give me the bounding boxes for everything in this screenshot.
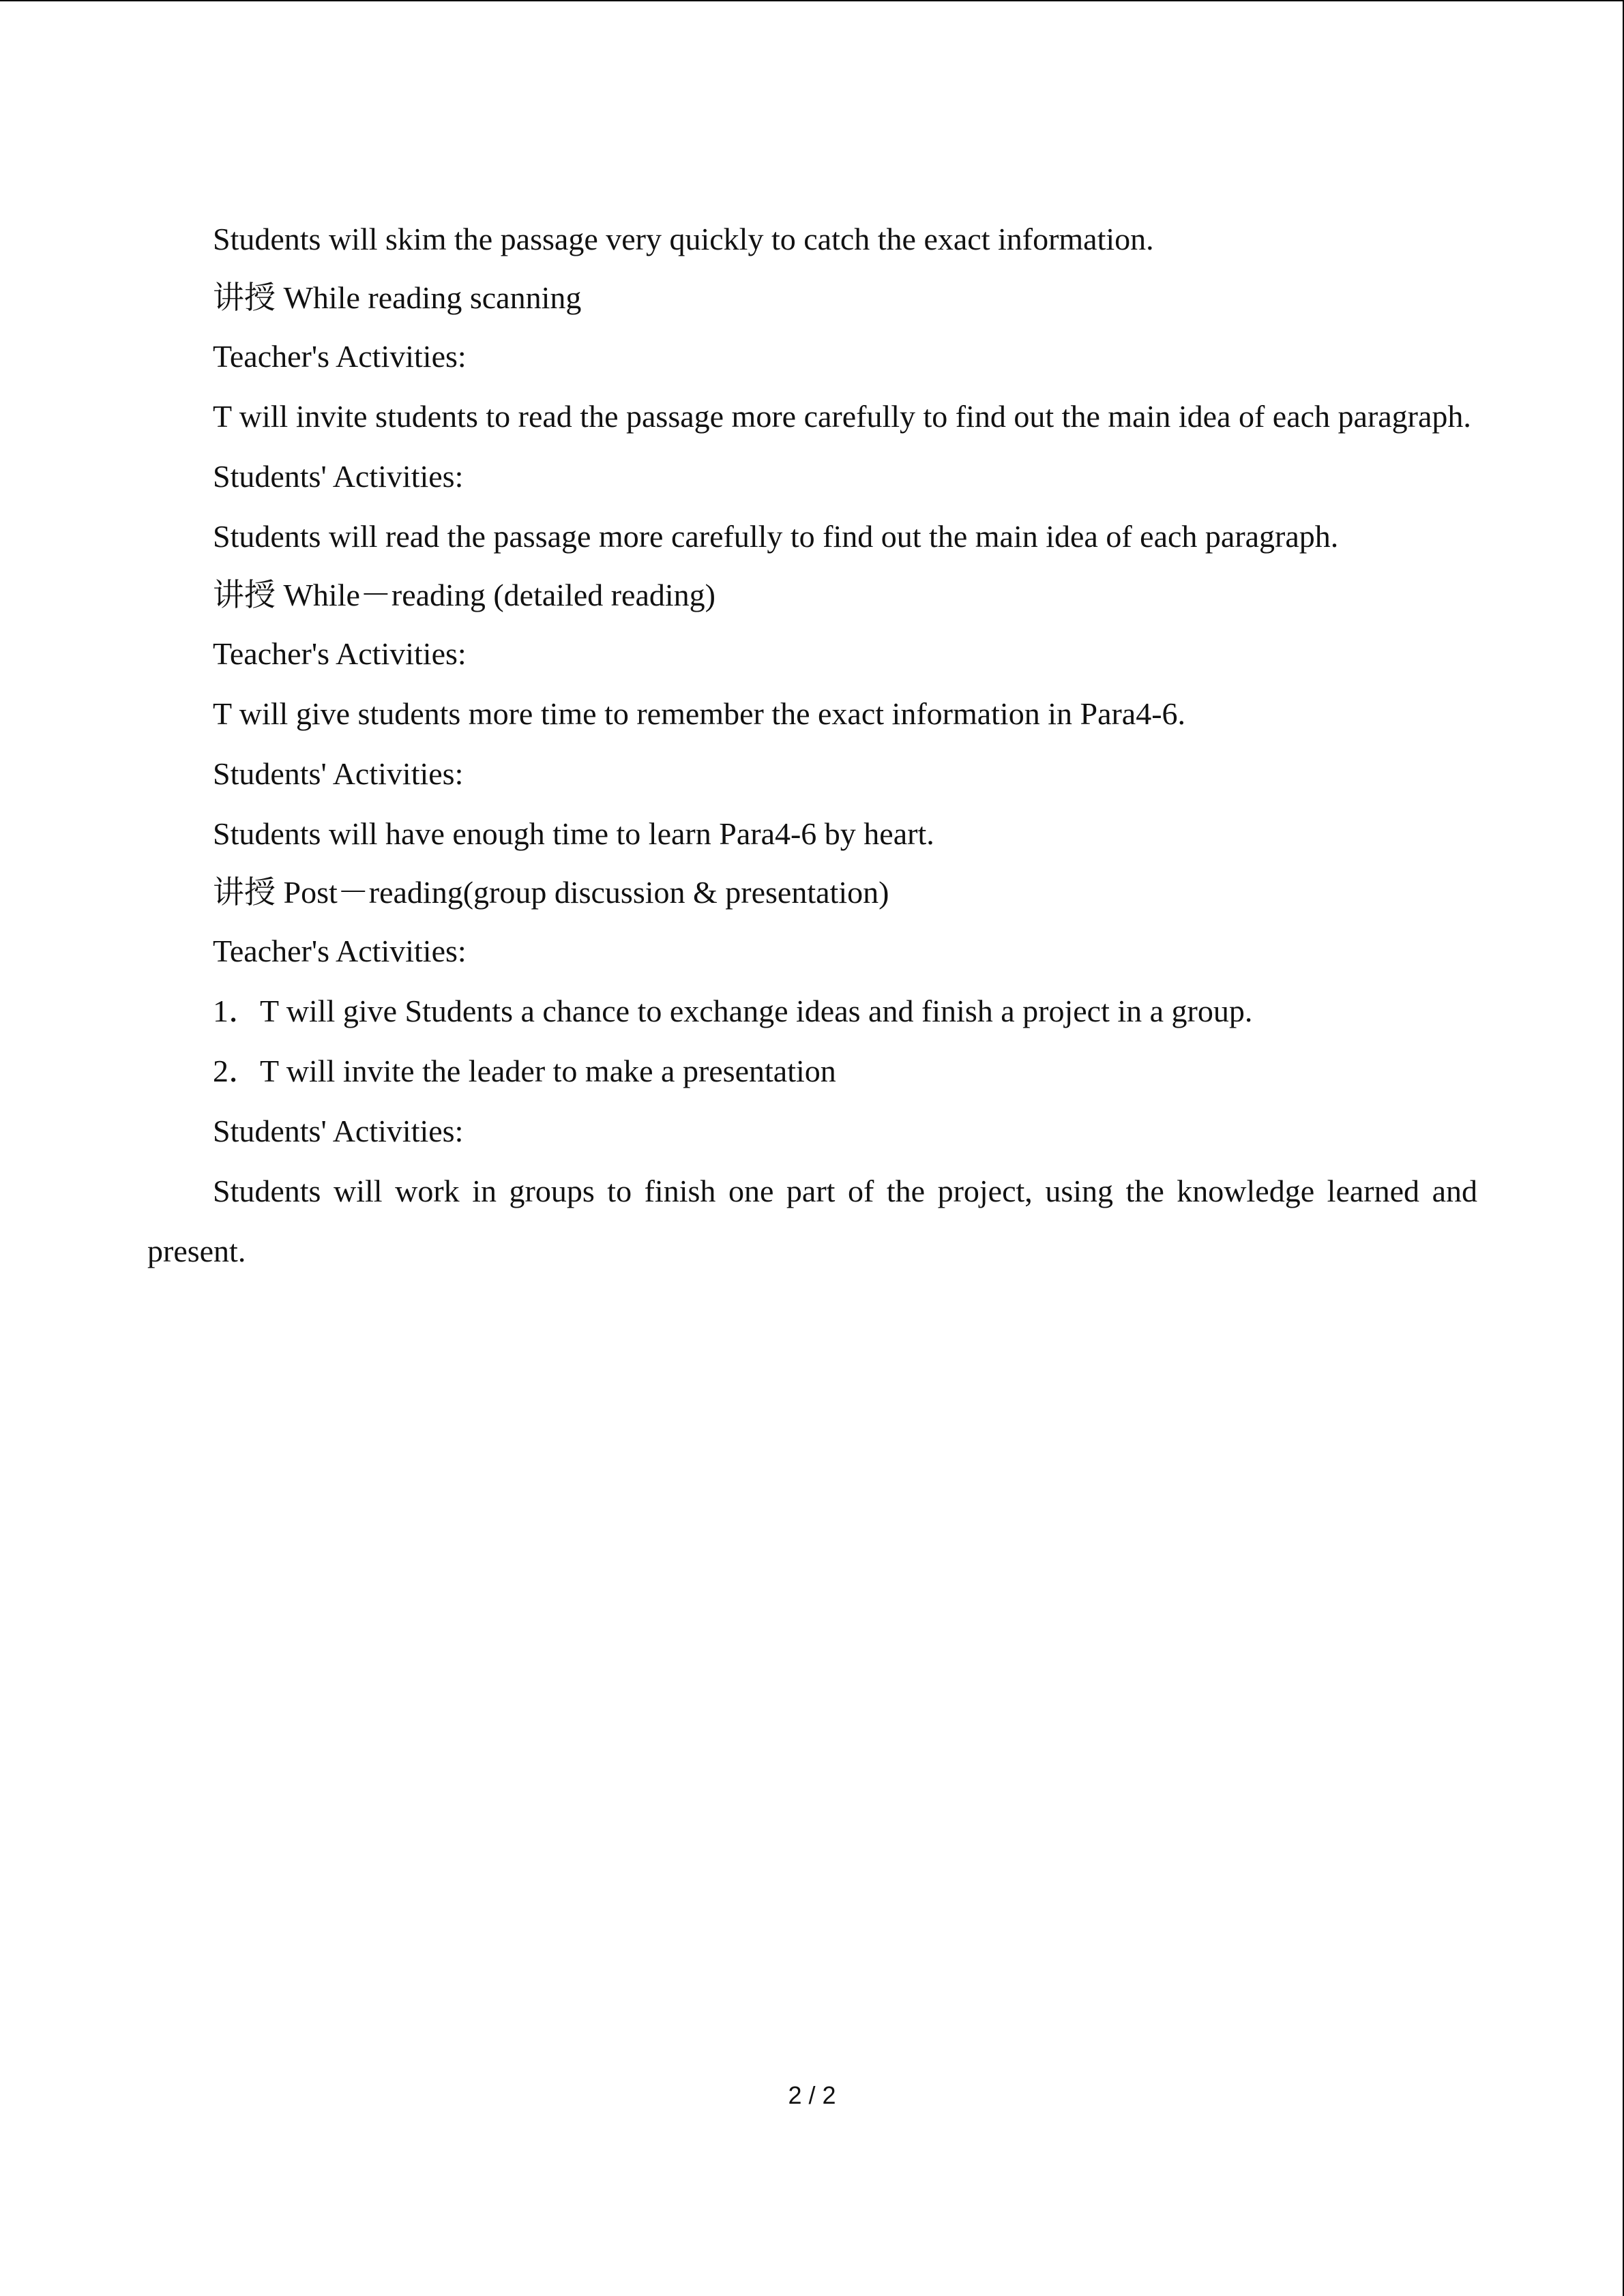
- section-heading: 讲授 While reading scanning: [213, 280, 582, 315]
- paragraph: T will invite students to read the passage more carefully to find out the main idea of each paragraph.: [213, 399, 1471, 434]
- list-item: 2．T will invite the leader to make a presentation: [213, 1054, 836, 1088]
- paragraph-label: Students' Activities:: [213, 459, 464, 494]
- paragraph-label: Students' Activities:: [213, 756, 464, 791]
- section-heading: 讲授 While－reading (detailed reading): [213, 578, 715, 612]
- paragraph: Students will skim the passage very quickly to catch the exact information.: [213, 222, 1154, 256]
- paragraph-label: Teacher's Activities:: [213, 339, 467, 374]
- section-heading: 讲授 Post－reading(group discussion & presentation): [213, 875, 889, 910]
- paragraph: Students will work in groups to finish one part of the project, using the knowledge learned and present.: [147, 1174, 1477, 1268]
- list-item: 1．T will give Students a chance to exchange ideas and finish a project in a group.: [213, 994, 1253, 1028]
- paragraph: T will give students more time to remember the exact information in Para4-6.: [213, 696, 1186, 731]
- paragraph: Students will read the passage more carefully to find out the main idea of each paragraph.: [213, 519, 1339, 554]
- page-number: 2 / 2: [788, 2081, 836, 2109]
- paragraph: Students will have enough time to learn Para4-6 by heart.: [213, 816, 934, 851]
- document-body: [147, 209, 1477, 1281]
- paragraph-label: Teacher's Activities:: [213, 636, 467, 671]
- paragraph-label: Students' Activities:: [213, 1114, 464, 1148]
- paragraph-label: Teacher's Activities:: [213, 934, 467, 968]
